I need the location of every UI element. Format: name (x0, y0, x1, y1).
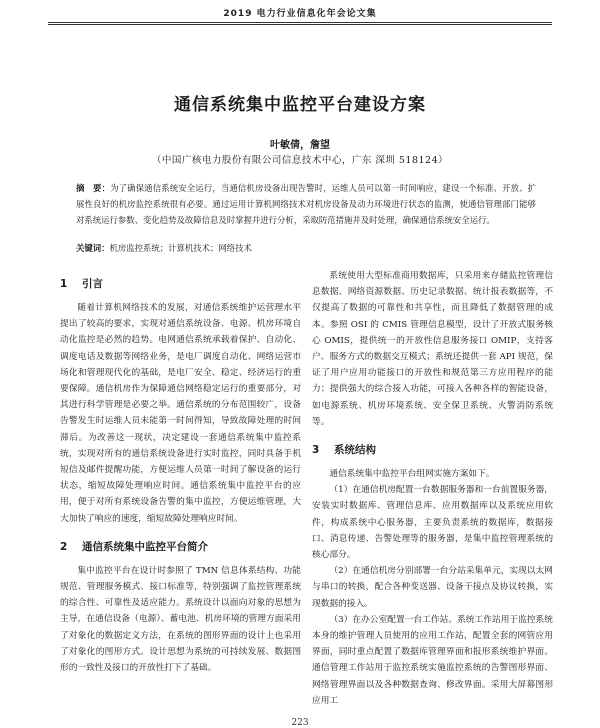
paragraph: 集中监控平台在设计时参照了 TMN 信息体系结构、功能规范、管理服务模式、接口标准等，特别强调了监控管理系统的综合性、可靠性及适应能力。系统设计以面向对象的思想为主导，在通信设备（电源）、蓄电池、机房环境的管理方面采用了对象化的数据定义方法，在系统的图形界面的设计上也采用了对象化的图形方式。设计思想为系统的可持续发展、数据图形的一致性及接口的开放性打下了基础。 (60, 565, 301, 674)
affiliation: （中国广核电力股份有限公司信息技术中心，广东 深圳 518124） (151, 155, 449, 166)
authors: 叶敏倩，詹望 (270, 140, 330, 151)
section-title: 系统结构 (334, 444, 376, 457)
paragraph: 随着计算机网络技术的发展，对通信系统维护运营理水平提出了较高的要求，实现对通信系统设备、电源、机房环境自动化监控是必然的趋势。电网通信系统承载着保护、自动化、调度电话及数据等网络业务，是电厂调度自动化、网络运营市场化和管理现代化的基础，是电厂安全、稳定、经济运行的重要保障。通信机房作为保障通信网络稳定运行的重要部分，对其进行科学管理是必要之举。通信系统的分布范围较广，设备告警发生时运维人员未能第一时间得知，导致故障处理的时间滞后。为改善这一现状，决定建设一套通信系统集中监控系统，实现对所有的通信系统设备进行实时监控，同时具备手机短信及邮件提醒功能，方便运维人员第一时间了解设备的运行状态，缩短故障处理响应时间。通信系统集中监控平台的应用，便于对所有系统设备告警的集中监控，方便运维管理，大大加快了响应的速度，缩短故障处理响应时间。 (60, 303, 301, 524)
section-heading-introduction (60, 276, 301, 292)
right-column (312, 268, 553, 709)
section-heading-system-structure (312, 442, 553, 458)
header-rule-secondary (48, 24, 552, 25)
section-heading-platform-intro (60, 539, 301, 555)
keywords-text: 机房监控系统；计算机技术；网络技术 (109, 243, 252, 253)
paragraph: （3）在办公室配置一台工作站。系统工作站用于监控系统本身的维护管理人员使用的应用工作站，配置全套的网管应用界面，同时重点配置了数据库管理界面和报形系统维护界面。通信管理工作站用于监控系统实施监控系统的告警图形界面、网络管理界面以及各种数据查询、修改界面。采用大屏幕图形应用工 (312, 614, 553, 706)
section-title: 通信系统集中监控平台简介 (82, 540, 208, 553)
abstract-label: 摘 要： (76, 183, 111, 193)
paper-title: 通信系统集中监控平台建设方案 (174, 95, 426, 115)
paragraph: 通信系统集中监控平台组网实施方案如下。 (329, 469, 495, 480)
abstract (76, 180, 536, 228)
left-column (60, 272, 301, 676)
paragraph: （2）在通信机房分别部署一台分站采集单元，实现以太网与串口的转换，配合各种变送器、设备干接点及协议转换，实现数据的接入。 (312, 566, 553, 609)
paragraph: 系统使用大型标准商用数据库，只采用来存储监控管理信息数据、网络资源数据、历史记录数据、统计报表数据等，不仅提高了数据的可靠性和共享性，而且降低了数据管理的成本。参照 OSI 的 CMIS 管理信息模型，设计了开放式服务核心 OMIS，提供统一的开放性信息服务接口 OMIP，支持客户、服务方式的数据交互模式；系统还提供一套 API 规范，保证了用户应用功能接口的开放性和规范第三方应用程序的能力；提供强大的综合接入功能，可接入各种各样的智能设备，如电源系统、机房环境系统、安全保卫系统、火警消防系统等。 (312, 271, 553, 427)
paragraph: （1）在通信机房配置一台数据服务器和一台前置服务器，安装实时数据库、管理信息库、应用数据库以及系统应用软件，构成系统中心服务器，主要负责系统的数据库，数据接口、消息传递、告警处理等的服务器，是集中监控管理系统的核心部分。 (312, 485, 553, 561)
section-number: 1 (60, 278, 68, 290)
page-number: 223 (291, 718, 309, 728)
running-header: 2019 电力行业信息化年会论文集 (223, 9, 377, 19)
section-number: 3 (312, 444, 320, 457)
keywords (76, 241, 536, 255)
abstract-text: 为了确保通信系统安全运行，当通信机房设备出现告警时，运维人员可以第一时间响应，建设一个标准、开放、扩展性良好的机房监控系统很有必要。通过运用计算机网络技术对机房设备及动力环境进行状态的监测，使通信管理部门能够对系统运行参数、变化趋势及故障信息及时掌握并进行分析，采取防范措施并及时处理，确保通信系统安全运行。 (76, 183, 537, 225)
header-rule (48, 22, 552, 23)
section-title: 引言 (82, 278, 103, 290)
keywords-label: 关键词： (76, 243, 110, 253)
section-number: 2 (60, 540, 68, 553)
